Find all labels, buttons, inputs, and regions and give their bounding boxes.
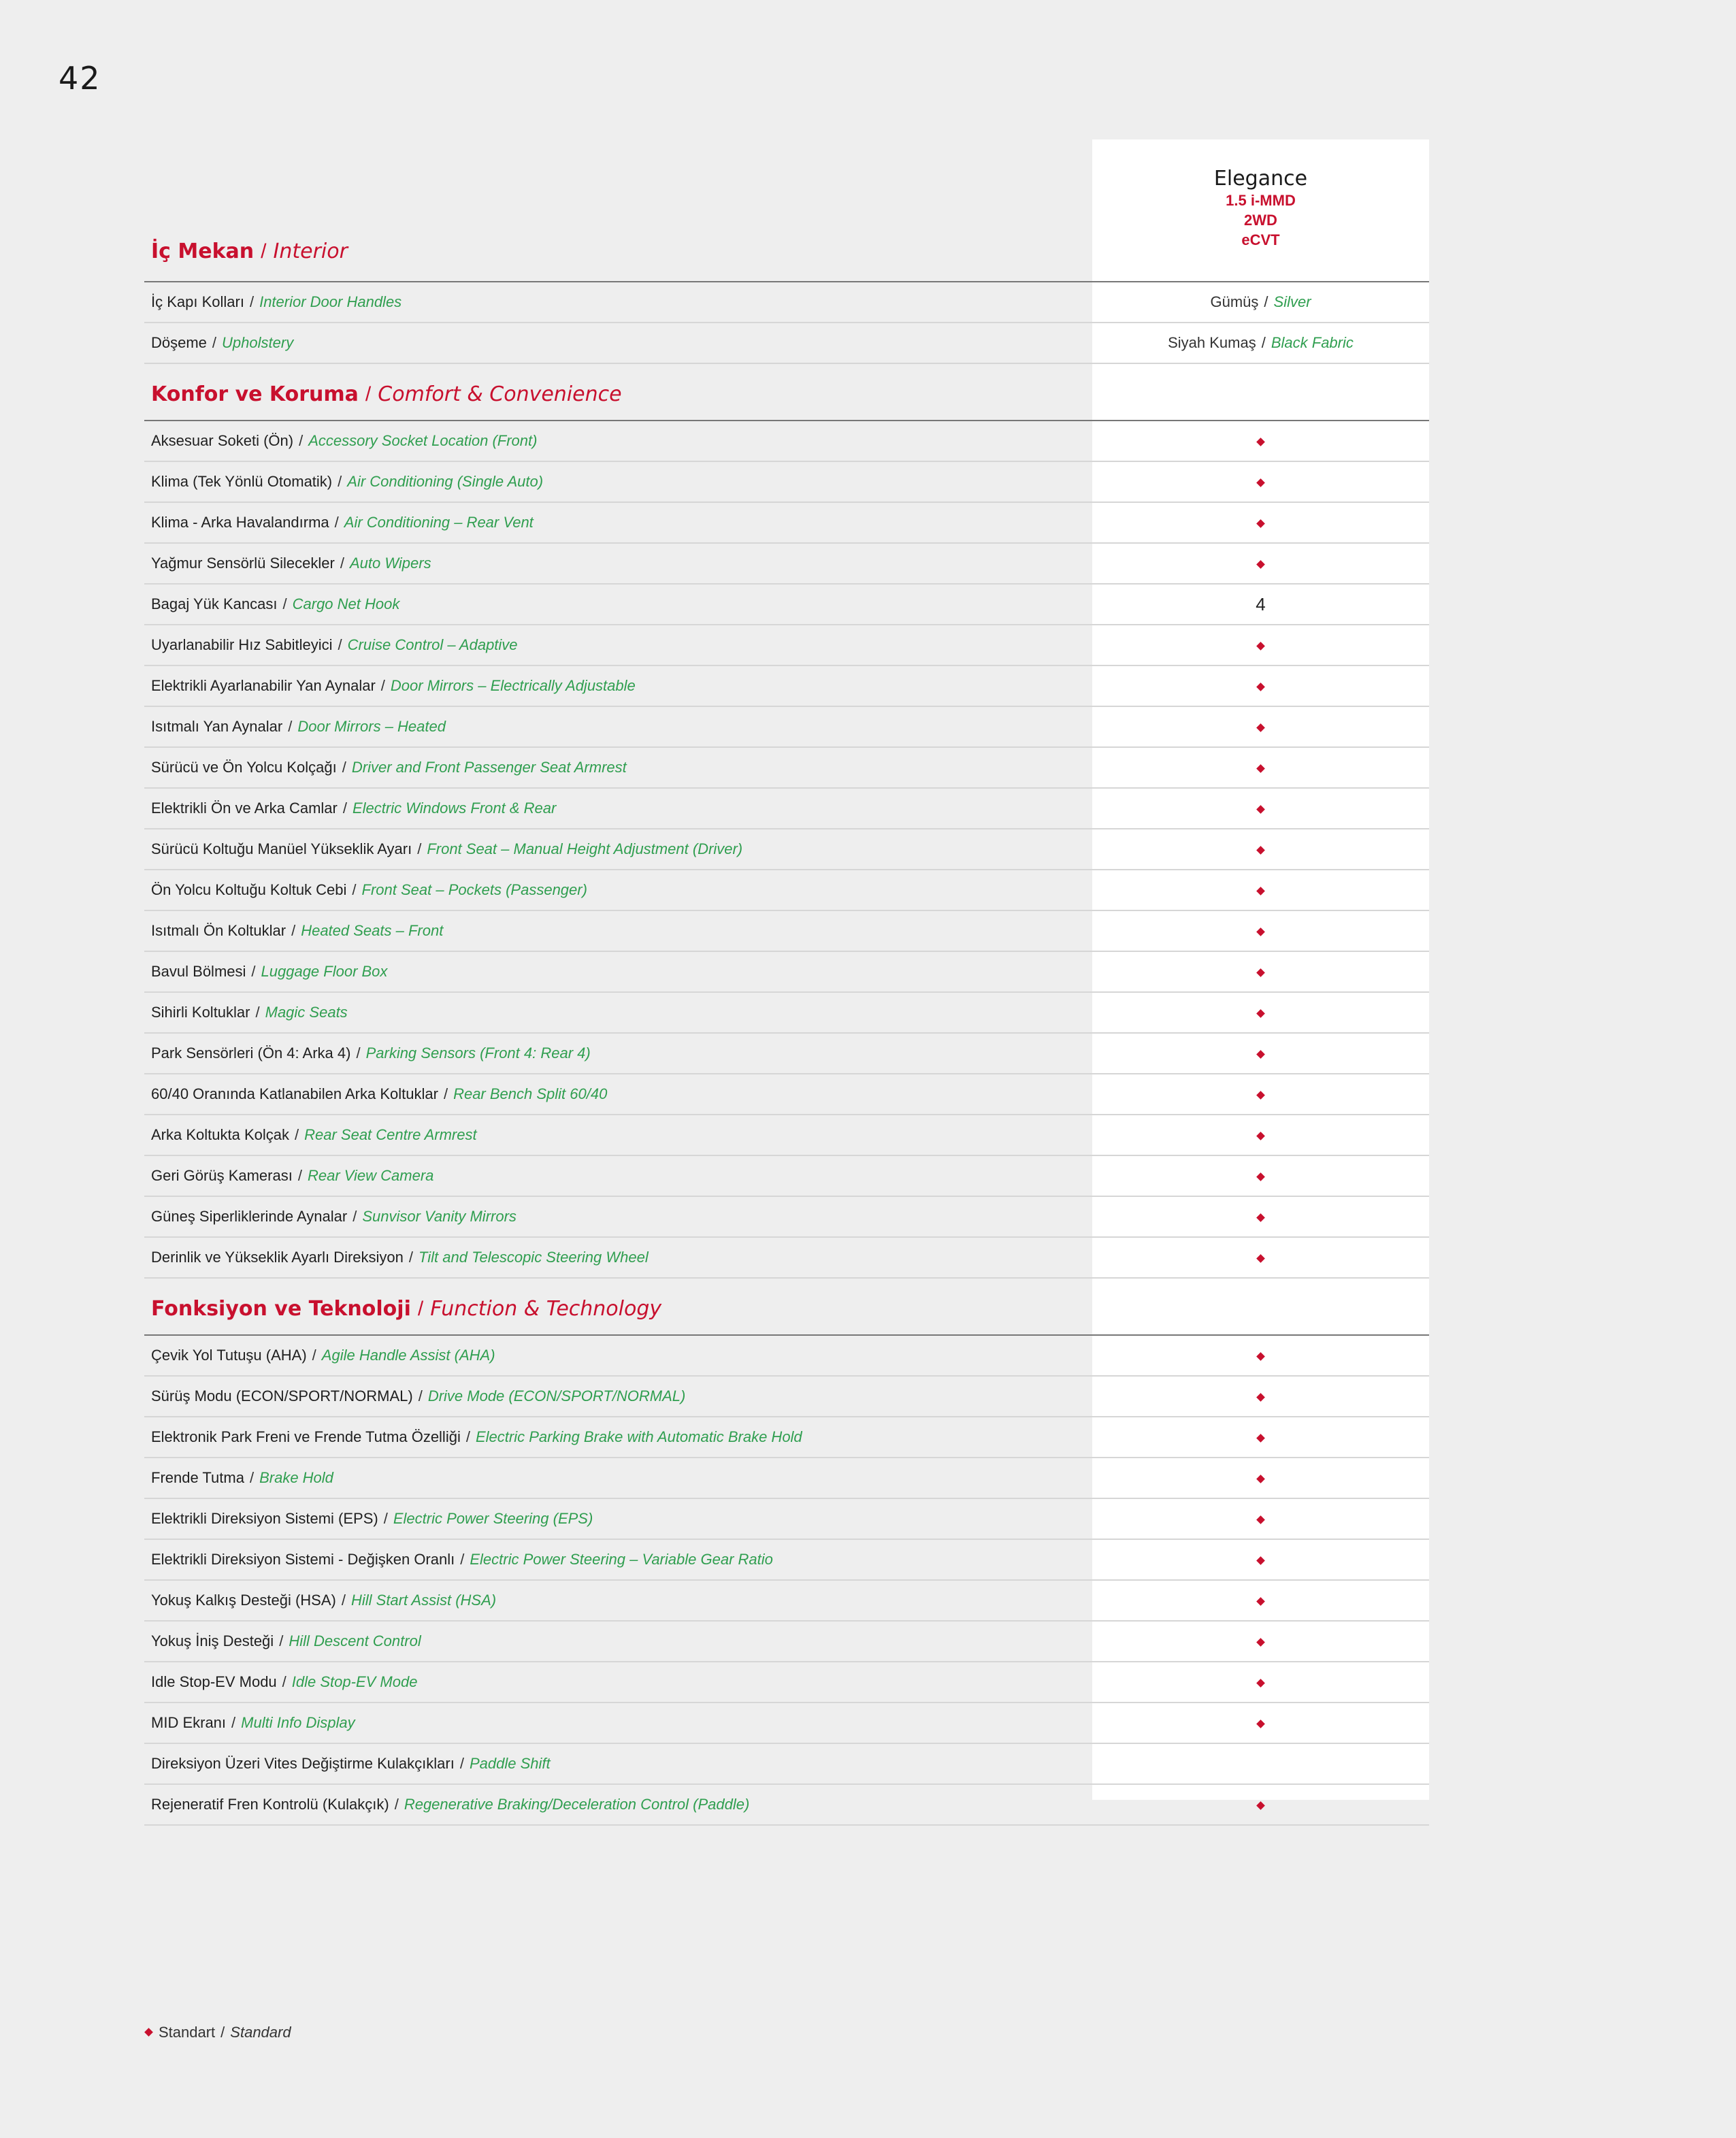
model-spec: 2WD (1244, 212, 1277, 229)
page-number: 42 (59, 60, 101, 97)
row-label (151, 1034, 591, 1073)
row-label-tr: Isıtmalı Yan Aynalar (151, 718, 283, 735)
row-label-tr: İç Kapı Kolları (151, 293, 244, 310)
row-label-tr: Klima (Tek Yönlü Otomatik) (151, 473, 333, 490)
row-value (1092, 1662, 1429, 1702)
model-spec: eCVT (1241, 231, 1280, 248)
value-en: Silver (1273, 293, 1311, 310)
row-label-tr: Döşeme (151, 334, 207, 351)
row-value (1092, 421, 1429, 461)
row-label-separator: / (417, 840, 422, 857)
row-value (1092, 503, 1429, 542)
table-row (144, 1458, 1429, 1499)
model-name: Elegance (1213, 167, 1308, 191)
row-label-en: Regenerative Braking/Deceleration Control (Paddle) (404, 1796, 750, 1813)
row-label-en: Luggage Floor Box (261, 963, 388, 980)
row-label-en: Front Seat – Manual Height Adjustment (Driver) (427, 840, 743, 857)
row-label (151, 1197, 517, 1236)
standard-diamond-icon (1256, 723, 1265, 732)
row-value (1092, 1034, 1429, 1073)
row-label-en: Front Seat – Pockets (Passenger) (361, 881, 587, 898)
standard-diamond-icon (1256, 642, 1265, 651)
row-label (151, 1622, 421, 1661)
table-row (144, 421, 1429, 462)
row-label-separator: / (338, 636, 342, 653)
section-title (151, 240, 348, 263)
table-row (144, 1336, 1429, 1377)
row-label-tr: Idle Stop-EV Modu (151, 1673, 277, 1690)
standard-diamond-icon (1256, 1213, 1265, 1222)
row-label-en: Auto Wipers (349, 555, 431, 572)
row-label-tr: Sürüş Modu (ECON/SPORT/NORMAL) (151, 1387, 413, 1404)
section-title-tr: Konfor ve Koruma (151, 382, 359, 406)
row-label-separator: / (342, 759, 346, 776)
section-header (144, 364, 1429, 421)
row-label-en: Multi Info Display (241, 1714, 355, 1731)
row-value (1092, 282, 1429, 322)
standard-diamond-icon (1256, 1720, 1265, 1728)
table-row (144, 1744, 1429, 1785)
row-label-en: Sunvisor Vanity Mirrors (362, 1208, 517, 1225)
row-label (151, 1377, 685, 1416)
table-row (144, 625, 1429, 666)
row-value (1092, 1540, 1429, 1579)
row-label-tr: Sürücü ve Ön Yolcu Kolçağı (151, 759, 337, 776)
row-label-separator: / (249, 293, 255, 310)
row-label-en: Idle Stop-EV Mode (291, 1673, 418, 1690)
row-label-tr: Ön Yolcu Koltuğu Koltuk Cebi (151, 881, 347, 898)
legend-separator: / (220, 2024, 225, 2041)
table-row (144, 1785, 1429, 1826)
value-separator: / (1264, 293, 1268, 310)
row-label-tr: Frende Tutma (151, 1469, 244, 1486)
row-value (1092, 1336, 1429, 1375)
standard-diamond-icon (1256, 1393, 1265, 1402)
row-label-tr: Bavul Bölmesi (151, 963, 246, 980)
row-label (151, 1703, 355, 1743)
row-label (151, 1744, 551, 1783)
row-value (1092, 1622, 1429, 1661)
row-value (1092, 1499, 1429, 1539)
standard-diamond-icon (1256, 1254, 1265, 1263)
standard-diamond-icon (1256, 1638, 1265, 1647)
table-row (144, 1115, 1429, 1156)
row-label-en: Agile Handle Assist (AHA) (321, 1347, 495, 1364)
table-row (144, 1034, 1429, 1074)
row-label-en: Brake Hold (259, 1469, 333, 1486)
table-row (144, 1540, 1429, 1581)
row-label-separator: / (340, 555, 344, 572)
row-label (151, 544, 431, 583)
row-label-en: Drive Mode (ECON/SPORT/NORMAL) (427, 1387, 686, 1404)
row-label-en: Cruise Control – Adaptive (347, 636, 518, 653)
section-title-tr: Fonksiyon ve Teknoloji (151, 1297, 411, 1321)
row-label-tr: Elektronik Park Freni ve Frende Tutma Özelliği (151, 1428, 461, 1445)
row-label-separator: / (334, 514, 339, 531)
row-label-separator: / (255, 1004, 260, 1021)
table-row (144, 503, 1429, 544)
row-label (151, 462, 543, 501)
table-row (144, 829, 1429, 870)
row-value (1092, 952, 1429, 991)
row-label-en: Electric Power Steering – Variable Gear Ratio (470, 1551, 773, 1568)
section-title-separator: / (261, 240, 267, 263)
row-label-separator: / (249, 1469, 255, 1486)
value-tr: Gümüş (1210, 293, 1259, 310)
value-number: 4 (1256, 594, 1266, 614)
row-label (151, 282, 402, 322)
row-label-separator: / (341, 1592, 346, 1609)
row-value (1092, 829, 1429, 869)
row-label-tr: Güneş Siperliklerinde Aynalar (151, 1208, 348, 1225)
row-label-separator: / (383, 1510, 388, 1527)
row-value (1092, 1703, 1429, 1743)
row-label-separator: / (282, 1673, 286, 1690)
row-label (151, 993, 348, 1032)
legend-en: Standard (230, 2024, 291, 2041)
row-label-tr: Elektrikli Ayarlanabilir Yan Aynalar (151, 677, 376, 694)
standard-diamond-icon (1256, 1515, 1265, 1524)
table-row (144, 1662, 1429, 1703)
row-value (1092, 1458, 1429, 1498)
row-value (1092, 323, 1429, 363)
row-label (151, 952, 387, 991)
row-label-tr: Arka Koltukta Kolçak (151, 1126, 289, 1143)
row-value (1092, 1197, 1429, 1236)
row-label-separator: / (299, 432, 304, 449)
row-value (1092, 1238, 1429, 1277)
row-label-en: Cargo Net Hook (292, 595, 400, 612)
row-value (1092, 1417, 1429, 1457)
row-label (151, 1115, 477, 1155)
row-label-separator: / (356, 1045, 361, 1062)
section-title-en: Interior (273, 240, 348, 263)
row-label-separator: / (212, 334, 217, 351)
row-label (151, 1458, 333, 1498)
section-title-separator: / (417, 1298, 424, 1320)
standard-diamond-icon (144, 2028, 153, 2037)
table-row (144, 748, 1429, 789)
row-label-en: Rear Seat Centre Armrest (304, 1126, 477, 1143)
row-label-tr: Bagaj Yük Kancası (151, 595, 278, 612)
row-label-tr: Yokuş Kalkış Desteği (HSA) (151, 1592, 336, 1609)
row-label-en: Heated Seats – Front (301, 922, 444, 939)
table-row (144, 911, 1429, 952)
row-label-tr: 60/40 Oranında Katlanabilen Arka Koltuklar (151, 1085, 438, 1102)
row-label (151, 323, 293, 363)
row-value (1092, 911, 1429, 951)
row-label (151, 585, 399, 624)
row-label (151, 421, 537, 461)
spec-table (144, 139, 1429, 1826)
standard-diamond-icon (1256, 1009, 1265, 1018)
row-label-separator: / (231, 1714, 236, 1731)
row-value (1092, 462, 1429, 501)
row-label-separator: / (380, 677, 385, 694)
standard-diamond-icon (1256, 846, 1265, 855)
row-label (151, 1581, 496, 1620)
row-label-en: Tilt and Telescopic Steering Wheel (419, 1249, 649, 1266)
row-label-en: Air Conditioning (Single Auto) (347, 473, 544, 490)
row-label-en: Paddle Shift (469, 1755, 551, 1772)
row-value (1092, 625, 1429, 665)
model-spec: 1.5 i-MMD (1226, 192, 1296, 209)
value-separator: / (1261, 334, 1266, 351)
row-label (151, 1540, 773, 1579)
row-label-en: Electric Power Steering (EPS) (393, 1510, 593, 1527)
row-label-en: Magic Seats (265, 1004, 348, 1021)
section-header-interior (144, 139, 1429, 282)
section-title-en: Comfort & Convenience (378, 382, 622, 406)
row-label-tr: Rejeneratif Fren Kontrolü (Kulakçık) (151, 1796, 389, 1813)
row-value (1092, 585, 1429, 625)
standard-diamond-icon (1256, 1132, 1265, 1140)
model-heading (1092, 167, 1429, 250)
row-label-tr: Isıtmalı Ön Koltuklar (151, 922, 286, 939)
row-label (151, 625, 518, 665)
row-label-tr: Elektrikli Ön ve Arka Camlar (151, 800, 338, 817)
table-row (144, 952, 1429, 993)
table-row (144, 1156, 1429, 1197)
row-value (1092, 1156, 1429, 1196)
standard-diamond-icon (1256, 478, 1265, 487)
row-label-separator: / (297, 1167, 302, 1184)
row-label-separator: / (282, 595, 287, 612)
table-row (144, 1377, 1429, 1417)
row-value (1092, 993, 1429, 1032)
row-label-en: Interior Door Handles (259, 293, 402, 310)
row-label-tr: Elektrikli Direksiyon Sistemi - Değişken Oranlı (151, 1551, 455, 1568)
row-label (151, 829, 742, 869)
standard-diamond-icon (1256, 682, 1265, 691)
table-row (144, 323, 1429, 364)
row-label-tr: Yokuş İniş Desteği (151, 1632, 274, 1649)
row-label-tr: Park Sensörleri (Ön 4: Arka 4) (151, 1045, 351, 1062)
row-label-separator: / (408, 1249, 413, 1266)
row-label-en: Air Conditioning – Rear Vent (344, 514, 534, 531)
row-label-en: Rear View Camera (307, 1167, 434, 1184)
row-label (151, 1238, 649, 1277)
standard-diamond-icon (1256, 968, 1265, 977)
table-row (144, 544, 1429, 585)
standard-diamond-icon (1256, 1050, 1265, 1059)
row-label (151, 1417, 802, 1457)
row-label-tr: Yağmur Sensörlü Silecekler (151, 555, 335, 572)
row-value (1092, 789, 1429, 828)
row-label-en: Parking Sensors (Front 4: Rear 4) (365, 1045, 591, 1062)
row-label (151, 1156, 433, 1196)
table-row (144, 1703, 1429, 1744)
row-label-separator: / (288, 718, 293, 735)
standard-diamond-icon (1256, 887, 1265, 895)
row-value (1092, 1115, 1429, 1155)
table-row (144, 1499, 1429, 1540)
table-row (144, 666, 1429, 707)
table-row (144, 1581, 1429, 1622)
row-value (1092, 748, 1429, 787)
row-label-separator: / (279, 1632, 284, 1649)
standard-diamond-icon (1256, 560, 1265, 569)
row-label-en: Door Mirrors – Heated (297, 718, 446, 735)
row-label-en: Driver and Front Passenger Seat Armrest (351, 759, 627, 776)
standard-diamond-icon (1256, 1801, 1265, 1810)
standard-diamond-icon (1256, 438, 1265, 446)
row-label-separator: / (460, 1551, 465, 1568)
row-label-tr: Direksiyon Üzeri Vites Değiştirme Kulakçıkları (151, 1755, 455, 1772)
row-label-en: Upholstery (222, 334, 294, 351)
row-label (151, 503, 534, 542)
row-label-separator: / (459, 1755, 464, 1772)
legend-tr: Standart (159, 2024, 216, 2041)
row-value (1092, 666, 1429, 706)
value-en: Black Fabric (1271, 334, 1354, 351)
section-title (151, 1297, 661, 1321)
standard-diamond-icon (1256, 1679, 1265, 1688)
table-row (144, 585, 1429, 625)
row-label-separator: / (353, 1208, 357, 1225)
row-label-tr: Uyarlanabilir Hız Sabitleyici (151, 636, 333, 653)
row-label-separator: / (352, 881, 357, 898)
standard-diamond-icon (1256, 764, 1265, 773)
row-label-tr: Geri Görüş Kamerası (151, 1167, 293, 1184)
row-label-en: Hill Start Assist (HSA) (350, 1592, 497, 1609)
row-label (151, 748, 627, 787)
row-label-tr: Aksesuar Soketi (Ön) (151, 432, 294, 449)
row-label-separator: / (251, 963, 256, 980)
row-label-separator: / (312, 1347, 316, 1364)
table-row (144, 1238, 1429, 1279)
standard-diamond-icon (1256, 1091, 1265, 1100)
row-label-separator: / (418, 1387, 423, 1404)
row-label-separator: / (291, 922, 296, 939)
standard-diamond-icon (1256, 1475, 1265, 1483)
standard-diamond-icon (1256, 927, 1265, 936)
table-row (144, 462, 1429, 503)
row-label-tr: MID Ekranı (151, 1714, 227, 1731)
row-label-tr: Çevik Yol Tutuşu (AHA) (151, 1347, 307, 1364)
standard-diamond-icon (1256, 1352, 1265, 1361)
row-label (151, 1074, 607, 1114)
standard-diamond-icon (1256, 519, 1265, 528)
table-row (144, 1622, 1429, 1662)
row-label (151, 707, 446, 746)
table-row (144, 789, 1429, 829)
section-title-separator: / (365, 383, 372, 406)
table-row (144, 1197, 1429, 1238)
row-label-separator: / (443, 1085, 448, 1102)
standard-diamond-icon (1256, 1172, 1265, 1181)
row-label-en: Door Mirrors – Electrically Adjustable (390, 677, 636, 694)
row-label-separator: / (465, 1428, 470, 1445)
table-row (144, 707, 1429, 748)
row-label (151, 1785, 749, 1824)
row-value (1092, 870, 1429, 910)
section-title-tr: İç Mekan (151, 240, 255, 263)
row-label-separator: / (294, 1126, 299, 1143)
row-value (1092, 1377, 1429, 1416)
row-label (151, 870, 587, 910)
row-label-en: Accessory Socket Location (Front) (308, 432, 538, 449)
row-label-en: Hill Descent Control (289, 1632, 421, 1649)
legend (146, 2024, 291, 2041)
row-label (151, 789, 556, 828)
table-row (144, 993, 1429, 1034)
row-label (151, 1499, 593, 1539)
row-label-separator: / (338, 473, 342, 490)
table-row (144, 1417, 1429, 1458)
row-value (1092, 1785, 1429, 1824)
row-label-tr: Sihirli Koltuklar (151, 1004, 250, 1021)
row-label-en: Rear Bench Split 60/40 (453, 1085, 608, 1102)
row-label (151, 1336, 495, 1375)
row-label (151, 666, 636, 706)
row-label-tr: Derinlik ve Yükseklik Ayarlı Direksiyon (151, 1249, 404, 1266)
row-value (1092, 1581, 1429, 1620)
row-value (1092, 544, 1429, 583)
row-label-tr: Sürücü Koltuğu Manüel Yükseklik Ayarı (151, 840, 412, 857)
row-value (1092, 1074, 1429, 1114)
row-value (1092, 707, 1429, 746)
standard-diamond-icon (1256, 1434, 1265, 1443)
section-header (144, 1279, 1429, 1336)
table-row (144, 870, 1429, 911)
value-tr: Siyah Kumaş (1168, 334, 1256, 351)
row-label-en: Electric Parking Brake with Automatic Brake Hold (475, 1428, 802, 1445)
row-label-separator: / (342, 800, 347, 817)
row-label (151, 1662, 417, 1702)
section-title (151, 382, 622, 406)
row-label-en: Electric Windows Front & Rear (352, 800, 557, 817)
row-label-tr: Klima - Arka Havalandırma (151, 514, 329, 531)
section-title-en: Function & Technology (430, 1297, 662, 1321)
standard-diamond-icon (1256, 1556, 1265, 1565)
table-row (144, 1074, 1429, 1115)
standard-diamond-icon (1256, 805, 1265, 814)
standard-diamond-icon (1256, 1597, 1265, 1606)
row-label (151, 911, 443, 951)
row-label-tr: Elektrikli Direksiyon Sistemi (EPS) (151, 1510, 378, 1527)
table-row (144, 282, 1429, 323)
row-label-separator: / (394, 1796, 399, 1813)
